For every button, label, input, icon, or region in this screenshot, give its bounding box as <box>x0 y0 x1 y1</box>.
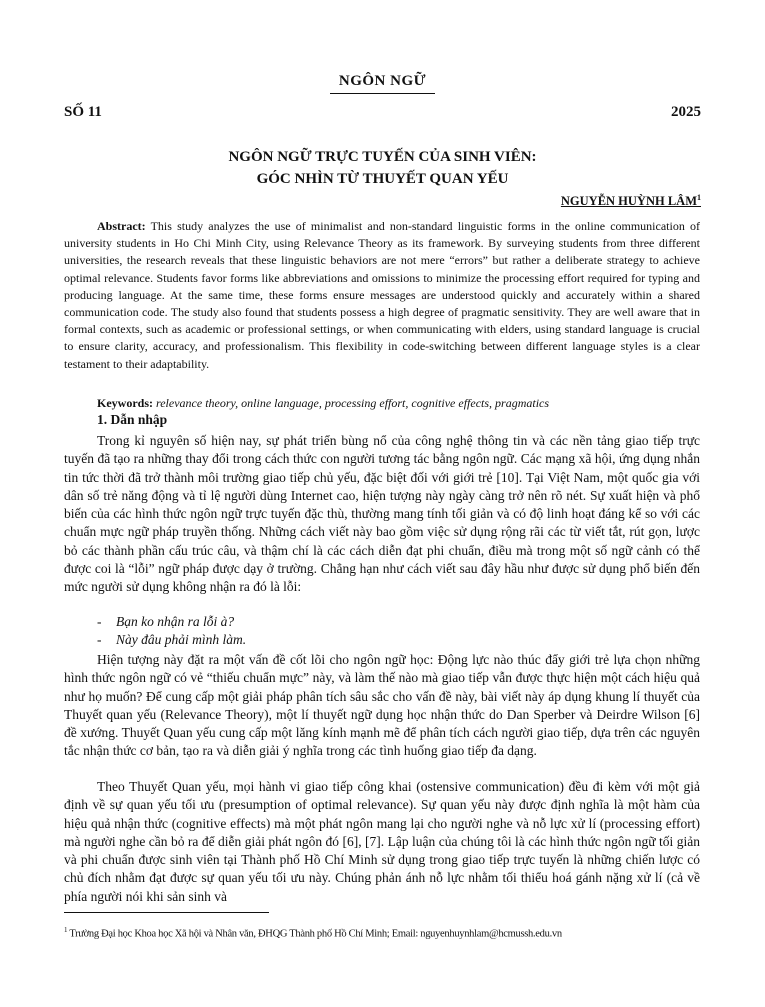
keywords-label: Keywords: <box>97 396 153 410</box>
title-line-1: NGÔN NGỮ TRỰC TUYẾN CỦA SINH VIÊN: <box>228 149 537 165</box>
section-heading: 1. Dẫn nhập <box>97 412 168 427</box>
keywords <box>97 396 700 411</box>
publication-year: 2025 <box>671 104 701 120</box>
example-text: Bạn ko nhận ra lỗi à? <box>116 614 235 629</box>
paragraph-3: Theo Thuyết Quan yếu, mọi hành vi giao tiếp công khai (ostensive communication) đều đi kèm với một giả định về sự quan yếu tối ưu (presumption of optimal relevance). Sự quan yếu này được định nghĩa là một hàm của hiệu quả nhận thức (cognitive effects) mà một phát ngôn mang lại cho người nghe và nỗ lực xử lí (processing effort) mà người nghe cần bỏ ra để diễn giải phát ngôn đó [6], [7]. Lập luận của chúng tôi là các hình thức ngôn ngữ tối giản và phi chuẩn được sinh viên tại Thành phố Hồ Chí Minh sử dụng trong giao tiếp trực tuyến là những chiến lược có chủ đích nhằm đạt được sự quan yếu tối ưu này. Chúng phản ánh nỗ lực nhằm tối thiểu hoá gánh nặng xử lí (cả về phía người nói khi sản sinh và <box>64 779 700 904</box>
footnote-text: Trường Đại học Khoa học Xã hội và Nhân văn, ĐHQG Thành phố Hồ Chí Minh; Email: nguyenhuynhlam@hcmussh.edu.vn <box>67 928 562 940</box>
footnote-mark: 1 <box>64 926 68 934</box>
example-item <box>97 631 246 649</box>
author-footnote-mark: 1 <box>697 193 701 202</box>
example-item <box>97 613 246 631</box>
title-line-2: GÓC NHÌN TỪ THUYẾT QUAN YẾU <box>256 171 509 187</box>
footnote-divider <box>64 912 269 913</box>
footnote <box>64 926 704 940</box>
article-title <box>0 146 765 190</box>
abstract-label: Abstract: <box>97 219 146 233</box>
journal-name: NGÔN NGỮ <box>338 73 427 89</box>
abstract-text: This study analyzes the use of minimalist and non-standard linguistic forms in the online communication of university students in Ho Chi Minh City, using Relevance Theory as its framework. By surveying students from three different universities, the research reveals that these linguistic behaviors are not mere “errors” but rather a deliberate strategy to achieve optimal relevance. Students favor forms like abbreviations and omissions to minimize the processing effort required for typing and producing language. At the same time, these forms ensure messages are understood quickly and accurately within a shared communication code. The study also found that students possess a high degree of pragmatic sensitivity. They are well aware that in formal contexts, such as academic or professional settings, or when communicating with elders, using standard language is crucial to ensure clarity, accuracy, and professionalism. This flexibility in code-switching between different language styles is a clear testament to their adaptability. <box>64 219 700 371</box>
header-divider <box>330 93 435 94</box>
paragraph-2: Hiện tượng này đặt ra một vấn đề cốt lõi cho ngôn ngữ học: Động lực nào thúc đẩy giới trẻ lựa chọn những hình thức ngôn ngữ có vẻ “thiếu chuẩn mực” này, và làm thế nào mà giao tiếp vẫn được thực hiện một cách hiệu quả như họ muốn? Để cung cấp một giải pháp phân tích sâu sắc cho vấn đề này, bài viết này áp dụng khung lí thuyết của Thuyết quan yếu (Relevance Theory), một lí thuyết ngữ dụng học nhận thức do Dan Sperber và Deirdre Wilson [6] đề xướng. Thuyết Quan yếu cung cấp một lăng kính mạnh mẽ để phân tích cách người giao tiếp, dựa trên các nguyên tắc nhận thức cơ bản, tạo ra và diễn giải ý nghĩa trong các tình huống giao tiếp đa dạng. <box>64 652 700 759</box>
issue-number: SỐ 11 <box>64 104 102 120</box>
list-dash: - <box>97 614 102 629</box>
example-text: Này đâu phải mình làm. <box>116 632 247 648</box>
paragraph-1: Trong kỉ nguyên số hiện nay, sự phát triển bùng nổ của công nghệ thông tin và các nền tảng giao tiếp trực tuyến đã tạo ra những thay đổi trong cách thức con người tương tác bằng ngôn ngữ. Các mạng xã hội, ứng dụng nhắn tin tức thời đã trở thành môi trường giao tiếp chủ yếu, đặc biệt đối với giới trẻ [10]. Tại Việt Nam, một quốc gia với dân số trẻ năng động và tỉ lệ người dùng Internet cao, hiện tượng này ngày càng trở nên rõ nét. Sự xuất hiện và phổ biến của các hình thức ngôn ngữ trực tuyến đặc thù, thường mang tính tối giản và có độ linh hoạt đáng kể so với các chuẩn mực ngữ pháp truyền thống. Những cách viết này bao gồm việc sử dụng rộng rãi các từ viết tắt, rút gọn, lược bỏ các thành phần cấu trúc câu, và thậm chí là các cách diễn đạt phi chuẩn, điều mà trong một số ngữ cảnh có thể được coi là “lỗi” ngữ pháp được dạy ở trường. Chẳng hạn như cách viết sau đây hầu như được sử dụng phổ biến đến mức người sử dụng không nhận ra đó là lỗi: <box>64 433 700 595</box>
example-list <box>97 613 246 650</box>
abstract <box>64 218 700 373</box>
list-dash: - <box>97 632 102 648</box>
author-text: NGUYỄN HUỲNH LÂM <box>560 194 697 209</box>
author-name <box>561 193 701 209</box>
keywords-text: relevance theory, online language, processing effort, cognitive effects, pragmatics <box>153 396 550 410</box>
